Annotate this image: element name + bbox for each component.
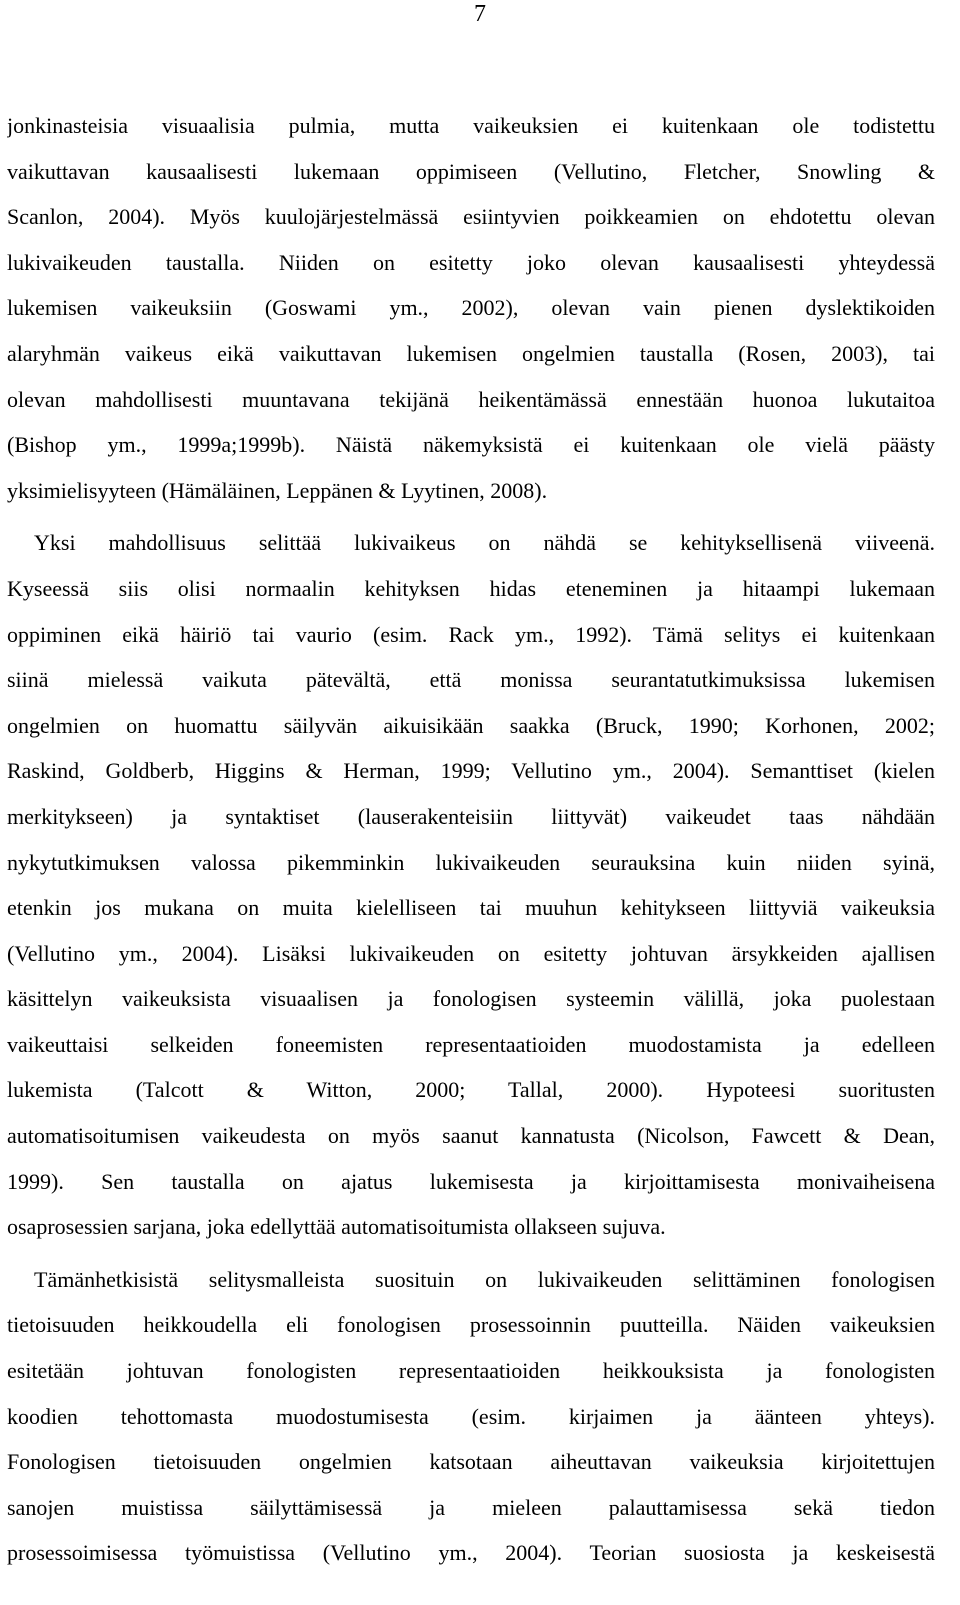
text-line: yksimielisyyteen (Hämäläinen, Leppänen & Lyytinen, 2008). — [7, 477, 548, 503]
text-line: Kyseessä siis olisi normaalin kehityksen hidas eteneminen ja hitaampi lukemaan — [7, 575, 935, 601]
paragraph-1 — [7, 103, 935, 513]
text-line: automatisoitumisen vaikeudesta on myös saanut kannatusta (Nicolson, Fawcett & Dean, — [7, 1123, 935, 1149]
text-line: Raskind, Goldberb, Higgins & Herman, 1999; Vellutino ym., 2004). Semanttiset (kielen — [7, 758, 935, 784]
text-line: (Bishop ym., 1999a;1999b). Näistä näkemyksistä ei kuitenkaan ole vielä päästy — [7, 432, 935, 458]
text-line: siinä mielessä vaikuta pätevältä, että monissa seurantatutkimuksissa lukemisen — [7, 667, 935, 693]
paragraph-spacer — [7, 1250, 935, 1257]
text-line: lukemisen vaikeuksiin (Goswami ym., 2002), olevan vain pienen dyslektikoiden — [7, 295, 935, 321]
text-line: Fonologisen tietoisuuden ongelmien katsotaan aiheuttavan vaikeuksia kirjoitettujen — [7, 1449, 935, 1475]
paragraph-3 — [7, 1257, 935, 1576]
text-line: 1999). Sen taustalla on ajatus lukemisesta ja kirjoittamisesta monivaiheisena — [7, 1168, 935, 1194]
text-line: jonkinasteisia visuaalisia pulmia, mutta vaikeuksien ei kuitenkaan ole todistettu — [7, 113, 935, 138]
text-line: lukemista (Talcott & Witton, 2000; Tallal, 2000). Hypoteesi suoritusten — [7, 1077, 935, 1103]
text-line: sanojen muistissa säilyttämisessä ja mieleen palauttamisessa sekä tiedon — [7, 1494, 935, 1520]
text-line: merkitykseen) ja syntaktiset (lauserakenteisiin liittyvät) vaikeudet taas nähdään — [7, 803, 935, 829]
text-line: vaikuttavan kausaalisesti lukemaan oppimiseen (Vellutino, Fletcher, Snowling & — [7, 158, 935, 184]
text-line: olevan mahdollisesti muuntavana tekijänä heikentämässä ennestään huonoa lukutaitoa — [7, 386, 935, 412]
text-line: käsittelyn vaikeuksista visuaalisen ja fonologisen systeemin välillä, joka puolestaan — [7, 986, 935, 1012]
text-line: (Vellutino ym., 2004). Lisäksi lukivaikeuden on esitetty johtuvan ärsykkeiden ajallisen — [7, 940, 935, 966]
text-line: lukivaikeuden taustalla. Niiden on esitetty joko olevan kausaalisesti yhteydessä — [7, 249, 935, 275]
text-line: Scanlon, 2004). Myös kuulojärjestelmässä esiintyvien poikkeamien on ehdotettu olevan — [7, 204, 935, 230]
text-line: tietoisuuden heikkoudella eli fonologisen prosessoinnin puutteilla. Näiden vaikeuksien — [7, 1312, 935, 1338]
text-line: Yksi mahdollisuus selittää lukivaikeus on nähdä se kehityksellisenä viiveenä. — [34, 530, 935, 556]
text-line: esitetään johtuvan fonologisten representaatioiden heikkouksista ja fonologisten — [7, 1358, 935, 1384]
text-line: oppiminen eikä häiriö tai vaurio (esim. Rack ym., 1992). Tämä selitys ei kuitenkaan — [7, 621, 935, 647]
text-line: prosessoimisessa työmuistissa (Vellutino ym., 2004). Teorian suosiosta ja keskeisestä — [7, 1540, 935, 1566]
document-body — [7, 103, 935, 1576]
page-number: 7 — [474, 1, 486, 27]
paragraph-2 — [7, 520, 935, 1250]
text-line: osaprosessien sarjana, joka edellyttää automatisoitumista ollakseen sujuva. — [7, 1214, 666, 1240]
text-line: ongelmien on huomattu säilyvän aikuisikään saakka (Bruck, 1990; Korhonen, 2002; — [7, 712, 935, 738]
text-line: nykytutkimuksen valossa pikemminkin lukivaikeuden seurauksina kuin niiden syinä, — [7, 849, 935, 875]
text-line: etenkin jos mukana on muita kielelliseen tai muuhun kehitykseen liittyviä vaikeuksia — [7, 895, 935, 921]
paragraph-spacer — [7, 513, 935, 520]
text-line: koodien tehottomasta muodostumisesta (esim. kirjaimen ja äänteen yhteys). — [7, 1403, 935, 1429]
text-line: alaryhmän vaikeus eikä vaikuttavan lukemisen ongelmien taustalla (Rosen, 2003), tai — [7, 340, 935, 366]
text-line: vaikeuttaisi selkeiden foneemisten representaatioiden muodostamista ja edelleen — [7, 1031, 935, 1057]
text-line: Tämänhetkisistä selitysmalleista suosituin on lukivaikeuden selittäminen fonologisen — [34, 1266, 935, 1292]
